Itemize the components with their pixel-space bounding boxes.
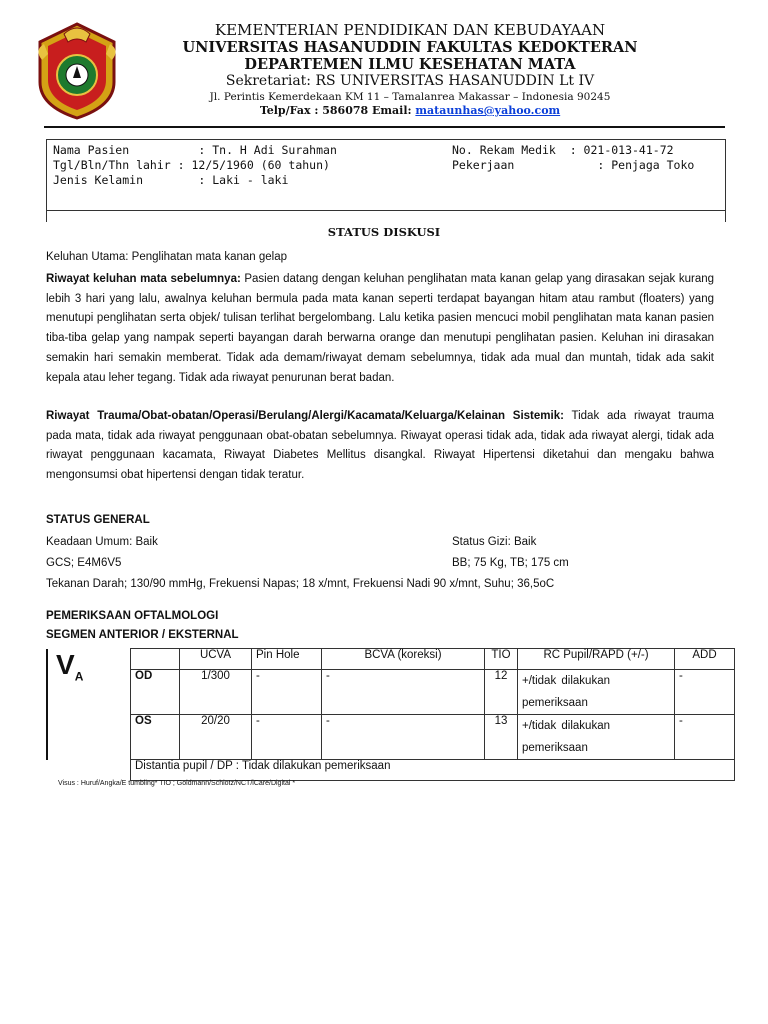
eye-os: OS: [131, 715, 180, 760]
eye-od: OD: [131, 670, 180, 715]
weight-height: BB; 75 Kg, TB; 175 cm: [452, 557, 569, 569]
header-bcva: BCVA (koreksi): [322, 649, 485, 670]
pupil-distance: Distantia pupil / DP : Tidak dilakukan pemeriksaan: [131, 760, 735, 781]
medical-history-label: Riwayat Trauma/Obat-obatan/Operasi/Berulang/Alergi/Kacamata/Keluarga/Kelainan Sistemik:: [46, 410, 564, 422]
eye-header-blank: [131, 649, 180, 670]
os-tio: 13: [485, 715, 518, 760]
vital-signs: Tekanan Darah; 130/90 mmHg, Frekuensi Napas; 18 x/mnt, Frekuensi Nadi 90 x/mnt, Suhu; 36,5oC: [46, 578, 555, 590]
medical-history: [46, 407, 714, 486]
address: Jl. Perintis Kemerdekaan KM 11 – Tamalanrea Makassar – Indonesia 90245: [209, 91, 611, 103]
ministry-name: KEMENTERIAN PENDIDIKAN DAN KEBUDAYAAN: [214, 21, 606, 39]
medical-record-number: No. Rekam Medik : 021-013-41-72: [452, 143, 674, 157]
od-ucva: 1/300: [180, 670, 252, 715]
va-subscript: A: [74, 669, 84, 684]
os-ucva: 20/20: [180, 715, 252, 760]
va-label: [47, 649, 131, 760]
phone-fax: Telp/Fax : 586078 Email:: [259, 104, 416, 117]
table-header-row: [47, 649, 735, 670]
header-pinhole: Pin Hole: [252, 649, 322, 670]
anterior-segment-heading: SEGMEN ANTERIOR / EKSTERNAL: [46, 629, 239, 641]
visual-acuity-table: [46, 648, 735, 781]
distantia-blank: [47, 760, 131, 781]
footnote: Visus : Huruf/Angka/E tumbling* TIO ; Goldmann/Schiotz/NCT/iCare/Digital *: [58, 780, 296, 787]
os-add: -: [675, 715, 735, 760]
info-right-edge: [725, 210, 726, 222]
status-general-heading: STATUS GENERAL: [46, 514, 150, 526]
header-rc-pupil: RC Pupil/RAPD (+/-): [518, 649, 675, 670]
od-pinhole: -: [252, 670, 322, 715]
complaint-history-text: Pasien datang dengan keluhan penglihatan mata kanan gelap yang dirasakan sejak kurang lebih 3 hari yang lalu, awalnya keluhan bermula pada mata kanan seperti terdapat bayangan hitam atau rambut (floaters) yang menutupi penglihatan serta objek/ tulisan terlihat bergelombang. Lalu ketika pasien mencuci mobil penglihatan mata kanan pasien tiba-tiba gelap yang nampak seperti bayangan darah berwarna orange dan menutupi penglihatan pasien. Keluhan ini dirasakan semakin hari semakin memberat. Tidak ada demam/riwayat demam sebelumnya, tidak ada mual dan muntah, tidak ada sakit kepala atau leher tegang. Tidak ada riwayat penurunan berat badan.: [46, 273, 714, 384]
od-bcva: -: [322, 670, 485, 715]
chief-complaint-label: Keluhan Utama:: [46, 251, 129, 263]
nutrition-status: Status Gizi: Baik: [452, 536, 537, 548]
complaint-history-label: Riwayat keluhan mata sebelumnya:: [46, 273, 241, 285]
general-condition: Keadaan Umum: Baik: [46, 536, 158, 548]
department-name: DEPARTEMEN ILMU KESEHATAN MATA: [244, 56, 576, 73]
od-rc-pupil: +/tidak dilakukan pemeriksaan: [518, 670, 675, 715]
patient-info-box: [46, 139, 726, 211]
info-divider: [46, 210, 726, 211]
va-letter: V: [56, 648, 75, 680]
header-tio: TIO: [485, 649, 518, 670]
email-link[interactable]: mataunhas@yahoo.com: [415, 104, 561, 117]
contact-line: [140, 104, 680, 118]
header-add: ADD: [675, 649, 735, 670]
info-left-edge: [46, 210, 47, 222]
patient-dob: Tgl/Bln/Thn lahir : 12/5/1960 (60 tahun): [53, 158, 330, 172]
ophthalmology-heading: PEMERIKSAAN OFTALMOLOGI: [46, 610, 219, 622]
os-rc-pupil: +/tidak dilakukan pemeriksaan: [518, 715, 675, 760]
letterhead: [140, 22, 680, 118]
university-name: UNIVERSITAS HASANUDDIN FAKULTAS KEDOKTERAN: [182, 39, 638, 56]
os-bcva: -: [322, 715, 485, 760]
header-divider: [44, 126, 725, 128]
header-ucva: UCVA: [180, 649, 252, 670]
os-pinhole: -: [252, 715, 322, 760]
od-add: -: [675, 670, 735, 715]
secretariat: Sekretariat: RS UNIVERSITAS HASANUDDIN Lt IV: [225, 73, 595, 89]
patient-name: Nama Pasien : Tn. H Adi Surahman: [53, 143, 337, 157]
gcs: GCS; E4M6V5: [46, 557, 122, 569]
chief-complaint-text: Penglihatan mata kanan gelap: [128, 251, 288, 263]
medical-history-text: Tidak ada riwayat trauma pada mata, tidak ada riwayat penggunaan obat-obatan sebelumnya. Riwayat operasi tidak ada, tidak ada riwayat alergi, tidak ada riwayat penggunaan kacamata, Riwayat Diabetes Mellitus disangkal. Riwayat Hipertensi diketahui dan mengaku bahwa mengonsumsi obat hipertensi dengan tidak teratur.: [46, 410, 714, 482]
university-logo: [34, 20, 120, 120]
table-row: [47, 670, 735, 715]
document-title: STATUS DISKUSI: [327, 225, 441, 239]
table-row: [47, 760, 735, 781]
complaint-history: [46, 270, 714, 388]
table-row: [47, 715, 735, 760]
chief-complaint: [46, 248, 714, 268]
patient-sex: Jenis Kelamin : Laki - laki: [53, 173, 289, 187]
od-tio: 12: [485, 670, 518, 715]
patient-occupation: Pekerjaan : Penjaga Toko: [452, 158, 695, 172]
